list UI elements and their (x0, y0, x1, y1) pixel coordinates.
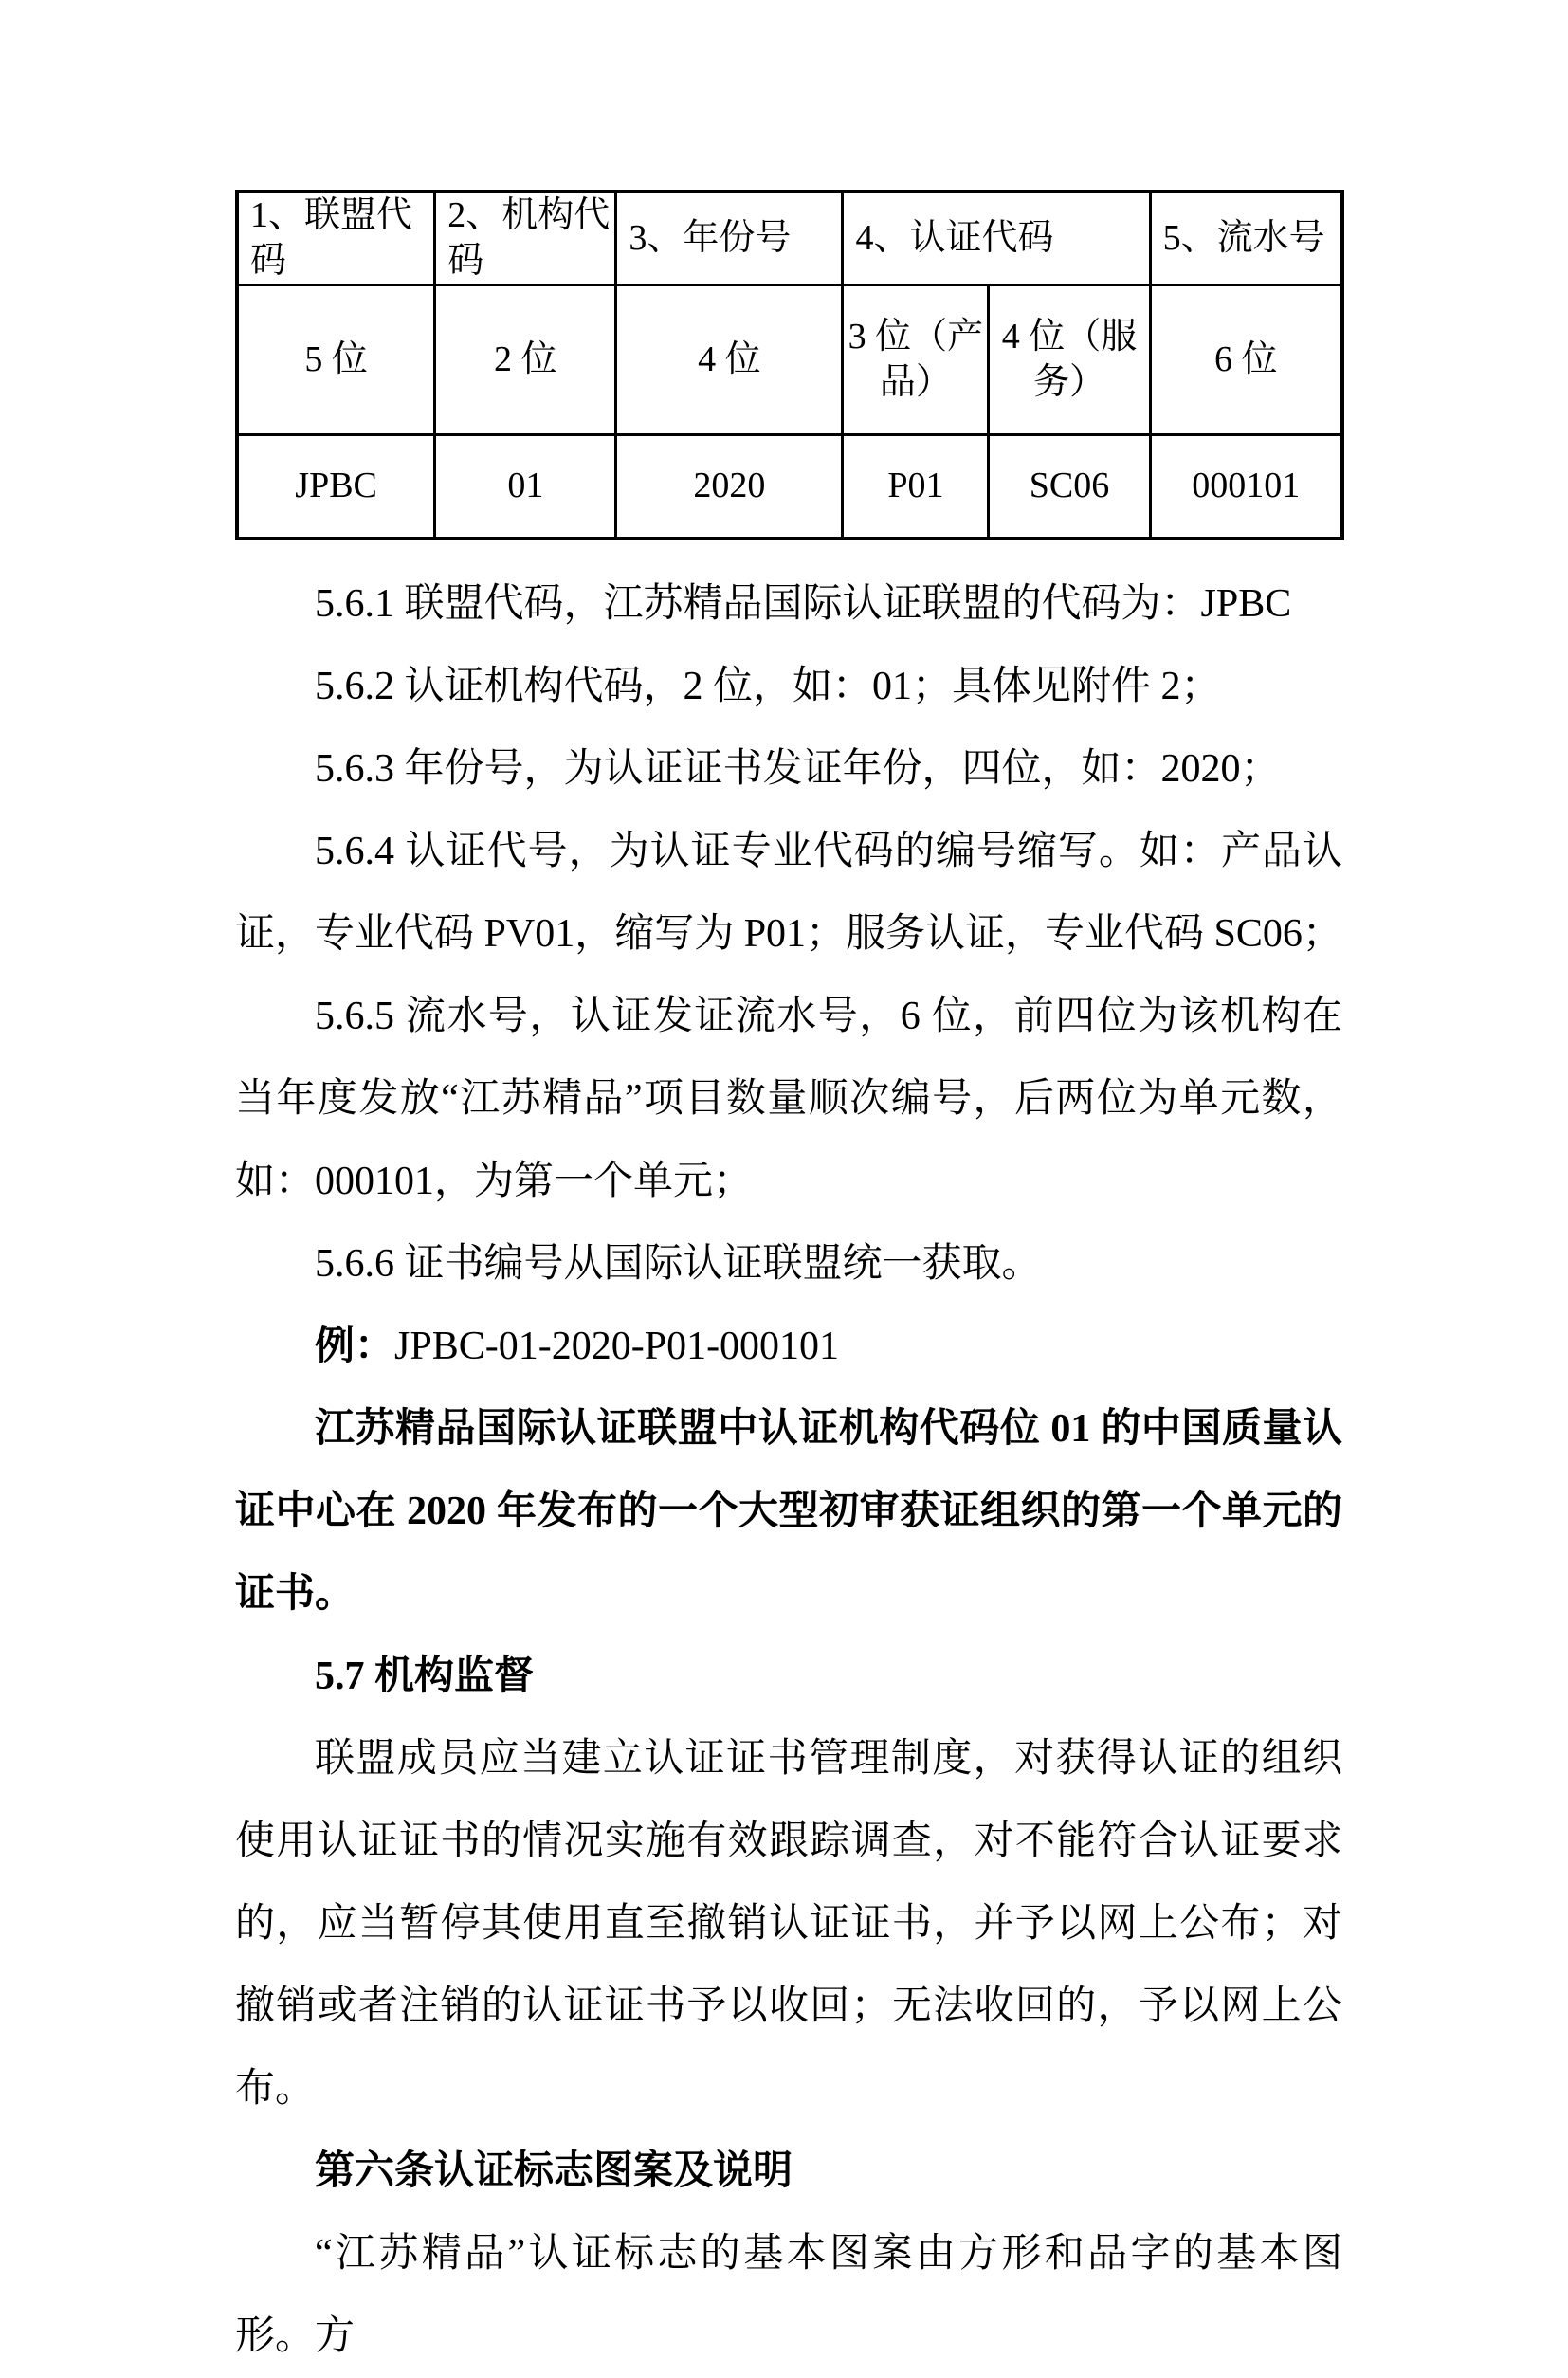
paragraph-5-6-6: 5.6.6 证书编号从国际认证联盟统一获取。 (315, 1242, 1042, 1286)
example-cell-serial-number: 000101 (1150, 435, 1342, 540)
example-cell-league-code: JPBC (237, 435, 435, 540)
paragraph-5-6-5: 5.6.5 流水号，认证发证流水号，6 位，前四位为该机构在当年度发放“江苏精品”项目数量顺次编号，后两位为单元数，如：000101，为第一个单元； (235, 995, 1342, 1203)
paragraph-5-7: 联盟成员应当建立认证证书管理制度，对获得认证的组织使用认证证书的情况实施有效跟踪调查，对不能符合认证要求的，应当暂停其使用直至撤销认证证书，并予以网上公布；对撤销或者注销的认证证书予以收回；无法收回的，予以网上公布。 (235, 1737, 1342, 2111)
paragraph-5-6-2: 5.6.2 认证机构代码，2 位，如：01；具体见附件 2； (315, 665, 1221, 708)
header-cell-serial-number: 5、流水号 (1150, 192, 1342, 285)
paragraph-5-6-1: 5.6.1 联盟代码，江苏精品国际认证联盟的代码为：JPBC (315, 582, 1292, 626)
digits-cell-serial-number: 6 位 (1150, 285, 1342, 435)
header-cell-year-number: 3、年份号 (616, 192, 843, 285)
certificate-code-structure-table (235, 190, 1344, 540)
example-code-line (235, 1306, 1342, 1388)
example-cell-product: P01 (843, 435, 989, 540)
paragraph-article-6: “江苏精品”认证标志的基本图案由方形和品字的基本图形。方 (235, 2232, 1342, 2358)
digits-cell-product: 3 位（产品） (843, 285, 989, 435)
example-explanation: 江苏精品国际认证联盟中认证机构代码位 01 的中国质量认证中心在 2020 年发布的一个大型初审获证组织的第一个单元的证书。 (235, 1407, 1342, 1616)
example-label: 例： (315, 1325, 395, 1368)
digits-cell-league-code: 5 位 (237, 285, 435, 435)
paragraph-5-6-4: 5.6.4 认证代号，为认证专业代码的编号缩写。如：产品认证，专业代码 PV01，缩写为 P01；服务认证，专业代码 SC06； (235, 830, 1342, 956)
table-example-row (237, 435, 1342, 540)
example-code-value: JPBC-01-2020-P01-000101 (394, 1325, 840, 1368)
digits-cell-service: 4 位（服务） (989, 285, 1150, 435)
body-text (235, 563, 1342, 2378)
example-cell-year-number: 2020 (616, 435, 843, 540)
digits-cell-year-number: 4 位 (616, 285, 843, 435)
table-digits-row (237, 285, 1342, 435)
header-cell-body-code: 2、机构代码 (435, 192, 616, 285)
header-cell-league-code: 1、联盟代码 (237, 192, 435, 285)
example-cell-service: SC06 (989, 435, 1150, 540)
header-cell-certification-code: 4、认证代码 (843, 192, 1150, 285)
digits-cell-body-code: 2 位 (435, 285, 616, 435)
article-6-heading: 第六条认证标志图案及说明 (315, 2149, 793, 2193)
paragraph-5-6-3: 5.6.3 年份号，为认证证书发证年份，四位，如：2020； (315, 747, 1281, 791)
example-cell-body-code: 01 (435, 435, 616, 540)
document-content (235, 190, 1342, 2378)
section-5-7-heading: 5.7 机构监督 (315, 1655, 535, 1698)
table-header-row (237, 192, 1342, 285)
